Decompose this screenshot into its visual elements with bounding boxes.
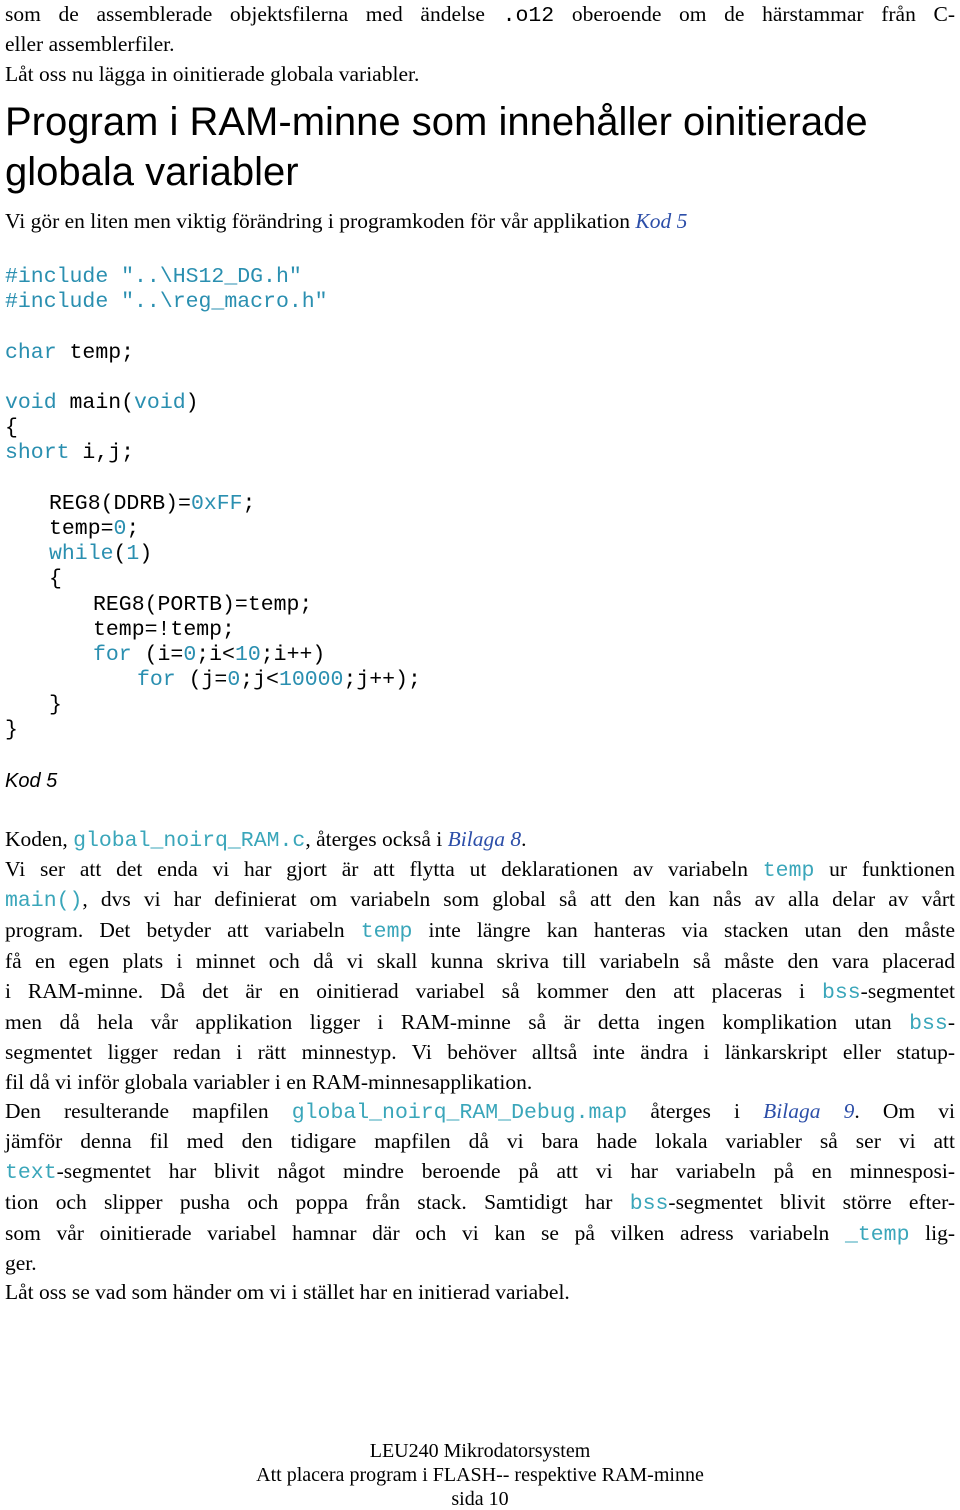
filename-code: global_noirq_RAM.c bbox=[73, 829, 306, 853]
string: "..\HS12_DG.h" bbox=[108, 265, 302, 289]
body-line-12 bbox=[5, 1161, 955, 1185]
intro-text: som de assemblerade objektsfilerna med ändelse bbox=[5, 2, 503, 26]
body-text: . Om vi bbox=[854, 1099, 955, 1123]
body-text: återges i bbox=[627, 1099, 764, 1123]
code-line-close-brace-1: } bbox=[5, 718, 18, 742]
code-text: ;j++); bbox=[343, 668, 421, 692]
body-line-1 bbox=[5, 829, 526, 853]
body-line-7 bbox=[5, 1012, 955, 1036]
code-line-declaration bbox=[5, 343, 134, 365]
body-text: tion och slipper pusha och poppa från stack. Samtidigt har bbox=[5, 1190, 630, 1214]
intro-line-3: Låt oss nu lägga in oinitierade globala variabler. bbox=[5, 62, 420, 86]
number: 10 bbox=[234, 643, 261, 667]
code-line-open-brace-2: { bbox=[49, 567, 62, 591]
code-text: temp= bbox=[49, 517, 114, 541]
number: 0xFF bbox=[190, 492, 243, 516]
code-text: ; bbox=[126, 517, 140, 541]
intro-text: oberoende om de härstammar från C- bbox=[554, 2, 955, 26]
code-text: ;i++) bbox=[260, 643, 326, 667]
footer-course: LEU240 Mikrodatorsystem bbox=[369, 1440, 591, 1462]
appendix-link[interactable]: Bilaga 8 bbox=[447, 827, 522, 851]
code-text: (j= bbox=[175, 668, 228, 692]
code-line-for-j bbox=[137, 670, 421, 692]
body-line-13 bbox=[5, 1192, 955, 1216]
code-text: i,j; bbox=[69, 441, 135, 465]
body-line-14 bbox=[5, 1223, 955, 1247]
body-line-16: Låt oss se vad som händer om vi i stället har en initierad variabel. bbox=[5, 1280, 570, 1304]
segment-code: bss bbox=[909, 1012, 948, 1036]
body-text: i RAM-minne. Då det är en oinitierad variabel så kommer den att placeras i bbox=[5, 979, 822, 1003]
string: "..\reg_macro.h" bbox=[108, 290, 328, 314]
body-text: , dvs vi har definierat om variabeln som global så att den kan nås av alla delar av vårt bbox=[82, 887, 955, 911]
function-code: main() bbox=[5, 889, 83, 913]
number: 0 bbox=[113, 517, 127, 541]
body-line-15: ger. bbox=[5, 1251, 37, 1275]
body-text: men då hela vår applikation ligger i RAM-minne så är detta ingen komplikation utan bbox=[5, 1010, 910, 1034]
keyword: void bbox=[134, 391, 186, 415]
code-line-toggle: temp=!temp; bbox=[93, 618, 235, 642]
code-text: ) bbox=[185, 391, 199, 415]
body-line-4 bbox=[5, 920, 955, 944]
lead-text: Vi gör en liten men viktig förändring i programkoden för vår applikation bbox=[5, 209, 636, 233]
body-text: Koden, bbox=[5, 827, 74, 851]
code-text: temp; bbox=[56, 341, 135, 365]
number: 0 bbox=[227, 668, 241, 692]
code-line-main bbox=[5, 393, 199, 415]
body-line-9: fil då vi inför globala variabler i en RAM-minnesapplikation. bbox=[5, 1070, 533, 1094]
body-text: ur funktionen bbox=[814, 857, 956, 881]
appendix-link[interactable]: Bilaga 9 bbox=[763, 1099, 855, 1123]
body-line-2 bbox=[5, 859, 955, 883]
body-line-3 bbox=[5, 889, 955, 913]
code-text: REG8(DDRB)= bbox=[49, 492, 191, 516]
variable-code: temp bbox=[762, 859, 815, 883]
code-line-open-brace: { bbox=[5, 416, 18, 440]
footer-page-number: sida 10 bbox=[451, 1488, 509, 1510]
code-text: ;j< bbox=[240, 668, 279, 692]
body-line-5: få en egen plats i minnet och då vi skall kunna skriva till variabeln så måste den vara placerad bbox=[5, 949, 955, 973]
body-text: inte längre kan hanteras via stacken utan den måste bbox=[412, 918, 955, 942]
body-line-6 bbox=[5, 981, 955, 1005]
body-text: som vår oinitierade variabel hamnar där och vi kan se på vilken adress variabeln bbox=[5, 1221, 845, 1245]
body-text: . bbox=[521, 827, 527, 851]
code-line-include-2 bbox=[5, 292, 328, 314]
code-line-include-1 bbox=[5, 267, 302, 289]
code-text: ) bbox=[139, 542, 153, 566]
body-text: Vi ser att det enda vi har gjort är att flytta ut deklarationen av variabeln bbox=[5, 857, 763, 881]
variable-code: _temp bbox=[844, 1223, 910, 1247]
code-text: ( bbox=[113, 542, 127, 566]
body-text: -segmentet har blivit något mindre beroende på att vi har variabeln på en minnesposi- bbox=[56, 1159, 955, 1183]
code-line-close-brace-2: } bbox=[49, 693, 62, 717]
number: 10000 bbox=[278, 668, 344, 692]
code-text: (i= bbox=[131, 643, 184, 667]
section-heading-line-1: Program i RAM-minne som innehåller oinitierade bbox=[5, 100, 868, 144]
code-caption: Kod 5 bbox=[5, 770, 58, 792]
code-line-portb: REG8(PORTB)=temp; bbox=[93, 593, 313, 617]
body-line-8: segmentet ligger redan i rätt minnestyp. Vi behöver alltså inte ändra i länkarskript eller statup- bbox=[5, 1040, 955, 1064]
lead-paragraph bbox=[5, 211, 687, 233]
code-text: main( bbox=[56, 391, 135, 415]
body-text: program. Det betyder att variabeln bbox=[5, 918, 361, 942]
variable-code: temp bbox=[360, 920, 413, 944]
code-line-for-i bbox=[93, 645, 325, 667]
code-line-short bbox=[5, 443, 134, 465]
keyword: while bbox=[49, 542, 114, 566]
body-text: lig- bbox=[909, 1221, 955, 1245]
code-text: ; bbox=[242, 492, 256, 516]
intro-line-1 bbox=[5, 4, 955, 28]
keyword: for bbox=[137, 668, 176, 692]
code-line-ddrb bbox=[49, 494, 255, 516]
code-reference-link[interactable]: Kod 5 bbox=[635, 209, 688, 233]
body-text: Den resulterande mapfilen bbox=[5, 1099, 292, 1123]
intro-line-2: eller assemblerfiler. bbox=[5, 32, 175, 56]
footer-title: Att placera program i FLASH-- respektive RAM-minne bbox=[256, 1464, 704, 1486]
keyword: #include bbox=[5, 265, 109, 289]
body-text: , återges också i bbox=[305, 827, 448, 851]
segment-code: bss bbox=[821, 981, 861, 1005]
body-line-10 bbox=[5, 1101, 955, 1125]
body-line-11: jämför denna fil med den tidigare mapfilen då vi bara hade lokala variabler så ser vi att bbox=[5, 1129, 955, 1153]
code-line-temp-init bbox=[49, 519, 139, 541]
mapfile-code: global_noirq_RAM_Debug.map bbox=[291, 1101, 628, 1125]
keyword: for bbox=[93, 643, 132, 667]
code-text: ;i< bbox=[196, 643, 235, 667]
keyword: short bbox=[5, 441, 70, 465]
segment-code: text bbox=[5, 1161, 57, 1185]
file-extension-code: .o12 bbox=[502, 4, 555, 28]
number: 1 bbox=[126, 542, 140, 566]
keyword: char bbox=[5, 341, 57, 365]
body-text: - bbox=[947, 1010, 955, 1034]
body-text: -segmentet bbox=[860, 979, 955, 1003]
number: 0 bbox=[183, 643, 197, 667]
code-line-while bbox=[49, 544, 152, 566]
keyword: void bbox=[5, 391, 57, 415]
body-text: -segmentet blivit större efter- bbox=[668, 1190, 955, 1214]
keyword: #include bbox=[5, 290, 109, 314]
section-heading-line-2: globala variabler bbox=[5, 150, 299, 194]
segment-code: bss bbox=[629, 1192, 669, 1216]
